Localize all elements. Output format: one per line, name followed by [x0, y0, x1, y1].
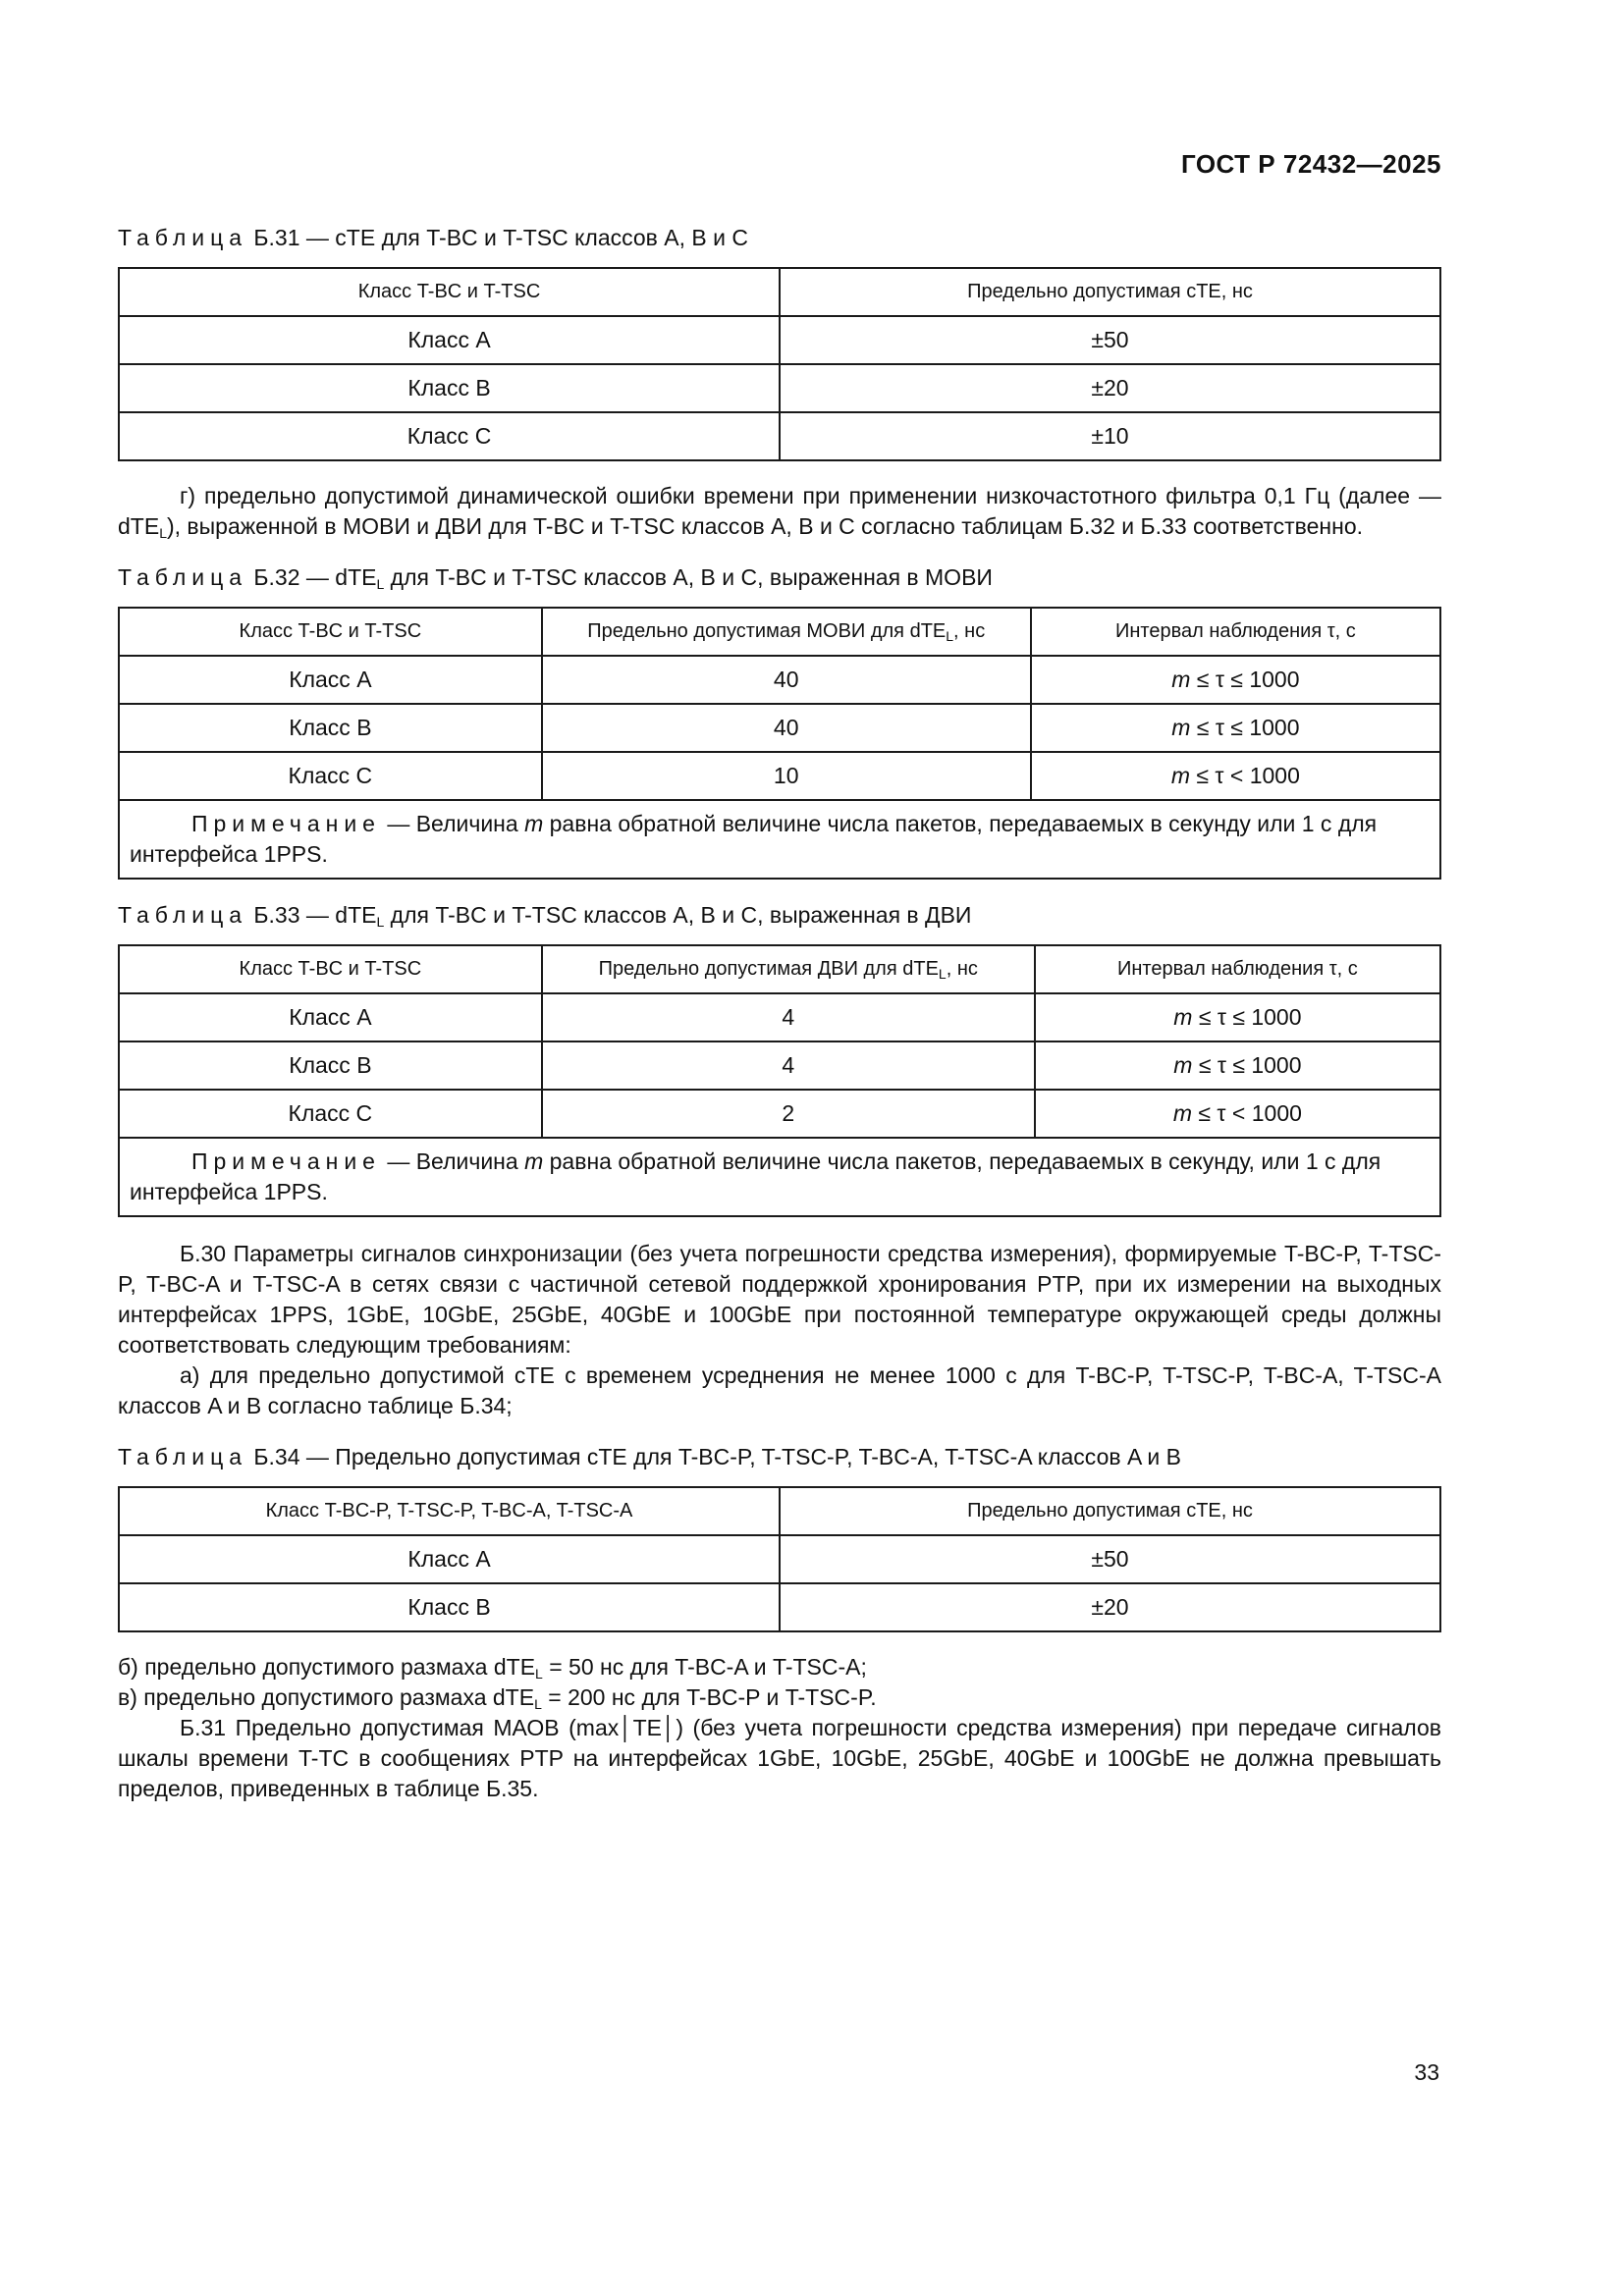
column-header: Предельно допустимая сТЕ, нс — [780, 1487, 1440, 1535]
value-cell: 2 — [542, 1090, 1035, 1138]
column-header: Класс T-BC и T-TSC — [119, 608, 542, 656]
column-header: Класс T-BC и T-TSC — [119, 945, 542, 993]
table-row — [119, 1583, 1440, 1631]
class-cell: Класс В — [119, 704, 542, 752]
table-row — [119, 1090, 1440, 1138]
table-note-row — [119, 1138, 1440, 1216]
table-header-row — [119, 1487, 1440, 1535]
column-header: Предельно допустимая сТЕ, нс — [780, 268, 1440, 316]
table-b32-caption: Таблица Б.32 — dTE$_L$ для T-BC и T-TSC классов A, B и C, выраженная в МОВИ — [118, 563, 993, 593]
column-header: Предельно допустимая ДВИ для dTE$_L$, нс — [542, 945, 1035, 993]
class-cell: Класс А — [119, 1535, 780, 1583]
value-cell: 40 — [542, 704, 1031, 752]
value-cell: 40 — [542, 656, 1031, 704]
table-label: Таблица — [118, 225, 248, 250]
column-header: Предельно допустимая МОВИ для dTE$_L$, нс — [542, 608, 1031, 656]
interval-cell: m ≤ τ < 1000 — [1035, 1090, 1440, 1138]
value-cell: 4 — [542, 1041, 1035, 1090]
table-note: Примечание — Величина m равна обратной величине числа пакетов, передаваемых в секунду или 1 с для интерфейса 1PPS. — [119, 800, 1440, 879]
interval-cell: m ≤ τ ≤ 1000 — [1035, 1041, 1440, 1090]
table-row — [119, 316, 1440, 364]
interval-cell: m ≤ τ < 1000 — [1031, 752, 1440, 800]
paragraph-a: а) для предельно допустимой сТЕ с временем усреднения не менее 1000 с для T-BC-P, T-TSC-P, T-BC-A, T-TSC-A классов A и B согласно таблице Б.34; — [118, 1362, 1441, 1418]
table-label: Таблица — [118, 1443, 248, 1469]
table-label: Таблица — [118, 563, 248, 590]
class-cell: Класс А — [119, 316, 780, 364]
class-cell: Класс С — [119, 412, 780, 460]
value-cell: ±20 — [780, 364, 1440, 412]
value-cell: ±10 — [780, 412, 1440, 460]
table-b32 — [118, 607, 1441, 880]
table-note: Примечание — Величина m равна обратной величине числа пакетов, передаваемых в секунду, или 1 с для интерфейса 1PPS. — [119, 1138, 1440, 1216]
class-cell: Класс В — [119, 364, 780, 412]
class-cell: Класс А — [119, 656, 542, 704]
class-cell: Класс В — [119, 1583, 780, 1631]
page-content — [118, 224, 1441, 1804]
page-number: 33 — [1414, 2059, 1439, 2085]
table-row — [119, 752, 1440, 800]
table-row — [119, 704, 1440, 752]
table-row — [119, 1535, 1440, 1583]
column-header: Класс T-BC и T-TSC — [119, 268, 780, 316]
value-cell: 4 — [542, 993, 1035, 1041]
interval-cell: m ≤ τ ≤ 1000 — [1035, 993, 1440, 1041]
table-b33 — [118, 944, 1441, 1217]
table-row — [119, 412, 1440, 460]
paragraph-b30: Б.30 Параметры сигналов синхронизации (без учета погрешности средства измерения), формируемые T-BC-P, T-TSC-P, T-BC-A и T-TSC-A в сетях связи с частичной сетевой поддержкой хронирования PTP, при их измерении на выходных интерфейсах 1PPS, 1GbE, 10GbE, 25GbE, 40GbE и 100GbE при постоянной температуре окружающей среды должны соответствовать следующим требованиям: — [118, 1240, 1441, 1358]
value-cell: ±50 — [780, 316, 1440, 364]
column-header: Класс T-BC-P, T-TSC-P, T-BC-A, T-TSC-A — [119, 1487, 780, 1535]
table-row — [119, 364, 1440, 412]
table-b34-caption: Таблица Б.34 — Предельно допустимая сТЕ для T-BC-P, T-TSC-P, T-BC-A, T-TSC-A классов A и B — [118, 1443, 1182, 1469]
note-label: Примечание — [191, 810, 381, 836]
paragraph-b: б) предельно допустимого размаха dTE$_L$ = 50 нс для T-BC-A и T-TSC-A; — [118, 1653, 867, 1682]
table-header-row — [119, 945, 1440, 993]
class-cell: Класс А — [119, 993, 542, 1041]
class-cell: Класс С — [119, 1090, 542, 1138]
table-header-row — [119, 608, 1440, 656]
table-b33-caption: Таблица Б.33 — dTE$_L$ для T-BC и T-TSC классов A, B и C, выраженная в ДВИ — [118, 901, 972, 931]
column-header: Интервал наблюдения τ, с — [1031, 608, 1440, 656]
value-cell: ±20 — [780, 1583, 1440, 1631]
class-cell: Класс В — [119, 1041, 542, 1090]
note-label: Примечание — [191, 1148, 381, 1174]
paragraph-b31: Б.31 Предельно допустимая МАОВ (max│TE│) (без учета погрешности средства измерения) при передаче сигналов шкалы времени T-TC в сообщениях PTP на интерфейсах 1GbE, 10GbE, 25GbE, 40GbE и 100GbE не должна превышать пределов, приведенных в таблице Б.35. — [118, 1714, 1441, 1801]
document-code: ГОСТ Р 72432—2025 — [1180, 149, 1441, 179]
column-header: Интервал наблюдения τ, с — [1035, 945, 1440, 993]
interval-cell: m ≤ τ ≤ 1000 — [1031, 656, 1440, 704]
paragraph-g: г) предельно допустимой динамической ошибки времени при применении низкочастотного фильтра 0,1 Гц (далее — dTE$_L$), выраженной в МОВИ и ДВИ для T-BC и T-TSC классов A, B и C согласно таблицам Б.32 и Б.33 соответственно. — [118, 482, 1441, 542]
table-note-row — [119, 800, 1440, 879]
interval-cell: m ≤ τ ≤ 1000 — [1031, 704, 1440, 752]
value-cell: ±50 — [780, 1535, 1440, 1583]
table-header-row — [119, 268, 1440, 316]
paragraph-v: в) предельно допустимого размаха dTE$_L$ = 200 нс для T-BC-P и T-TSC-P. — [118, 1683, 877, 1712]
table-label: Таблица — [118, 901, 248, 928]
table-b31 — [118, 267, 1441, 461]
table-row — [119, 993, 1440, 1041]
table-row — [119, 656, 1440, 704]
table-row — [119, 1041, 1440, 1090]
table-b34 — [118, 1486, 1441, 1632]
value-cell: 10 — [542, 752, 1031, 800]
class-cell: Класс С — [119, 752, 542, 800]
table-b31-caption: Таблица Б.31 — сТЕ для T-BC и T-TSC классов A, B и C — [118, 225, 748, 250]
